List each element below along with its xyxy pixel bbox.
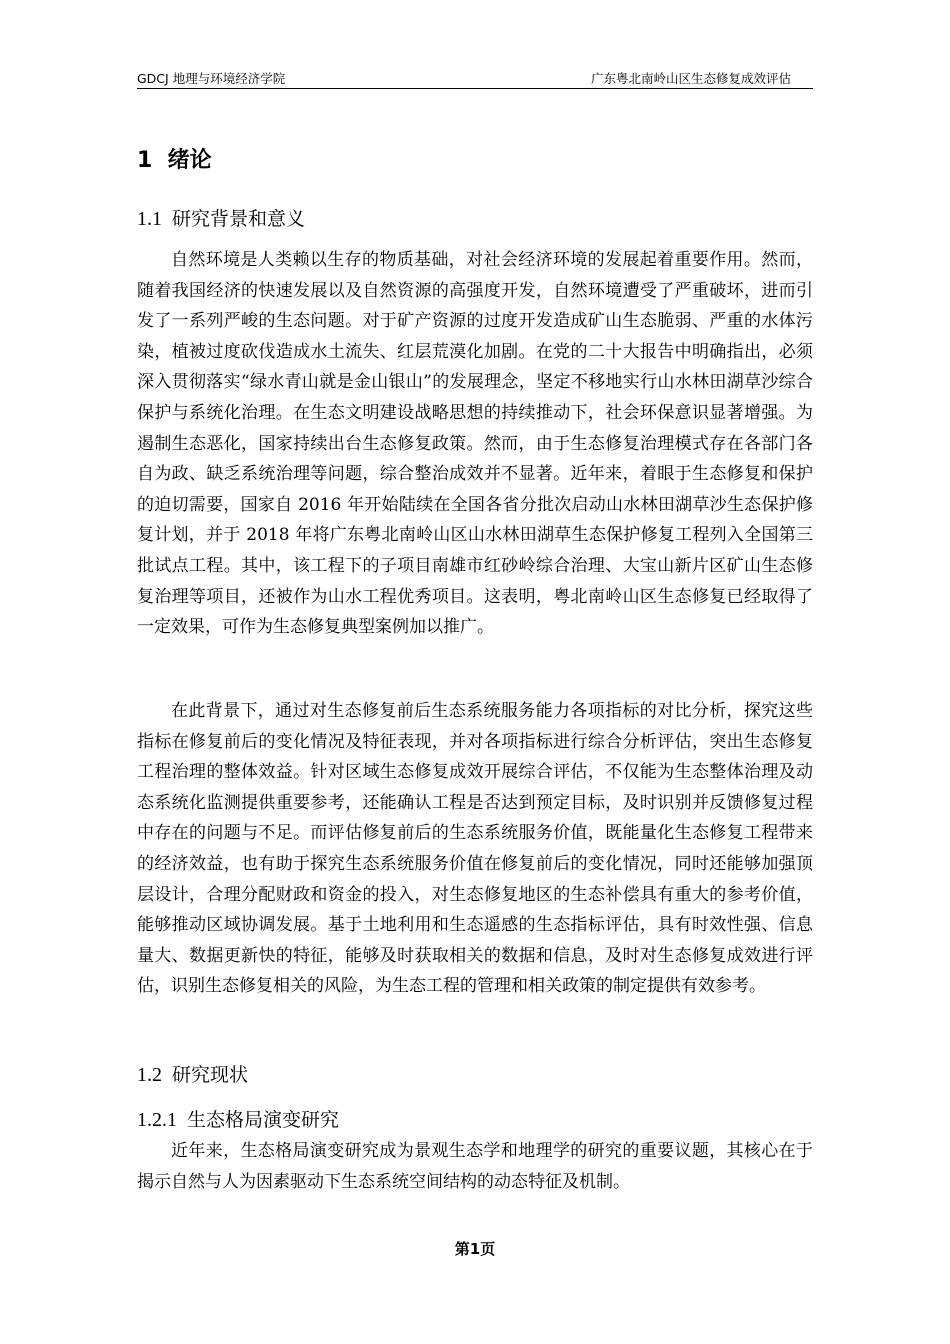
section-title: 研究现状 (172, 1064, 249, 1086)
section-heading-1-2 (137, 1060, 248, 1087)
body-paragraph: 在此背景下，通过对生态修复前后生态系统服务能力各项指标的对比分析，探究这些指标在修复前后的变化情况及特征表现，并对各项指标进行综合分析评估，突出生态修复工程治理的整体效益。针对区域生态修复成效开展综合评估，不仅能为生态整体治理及动态系统化监测提供重要参考，还能确认工程是否达到预定目标，及时识别并反馈修复过程中存在的问题与不足。而评估修复前后的生态系统服务价值，既能量化生态修复工程带来的经济效益，也有助于探究生态系统服务价值在修复前后的变化情况，同时还能够加强顶层设计，合理分配财政和资金的投入，对生态修复地区的生态补偿具有重大的参考价值，能够推动区域协调发展。基于土地利用和生态遥感的生态指标评估，具有时效性强、信息量大、数据更新快的特征，能够及时获取相关的数据和信息，及时对生态修复成效进行评估，识别生态修复相关的风险，为生态工程的管理和相关政策的制定提供有效参考。 (137, 701, 813, 997)
body-paragraph: 近年来，生态格局演变研究成为景观生态学和地理学的研究的重要议题，其核心在于揭示自然与人为因素驱动下生态系统空间结构的动态特征及机制。 (137, 1141, 813, 1192)
header-institution: GDCJ 地理与环境经济学院 (137, 71, 286, 86)
subsection-heading-1-2-1 (137, 1105, 339, 1132)
header-document-title: 广东粤北南岭山区生态修复成效评估 (590, 71, 791, 86)
body-paragraph: 自然环境是人类赖以生存的物质基础，对社会经济环境的发展起着重要作用。然而，随着我国经济的快速发展以及自然资源的高强度开发，自然环境遭受了严重破坏，进而引发了一系列严峻的生态问题。对于矿产资源的过度开发造成矿山生态脆弱、严重的水体污染，植被过度砍伐造成水土流失、红层荒漠化加剧。在党的二十大报告中明确指出，必须深入贯彻落实“绿水青山就是金山银山”的发展理念，坚定不移地实行山水林田湖草沙综合保护与系统化治理。在生态文明建设战略思想的持续推动下，社会环保意识显著增强。为遏制生态恶化，国家持续出台生态修复政策。然而，由于生态修复治理模式存在各部门各自为政、缺乏系统治理等问题，综合整治成效并不显著。近年来，着眼于生态修复和保护的迫切需要，国家自 2016 年开始陆续在全国各省分批次启动山水林田湖草沙生态保护修复计划，并于 2018 年将广东粤北南岭山区山水林田湖草生态保护修复工程列入全国第三批试点工程。其中，该工程下的子项目南雄市红砂岭综合治理、大宝山新片区矿山生态修复治理等项目，还被作为山水工程优秀项目。这表明，粤北南岭山区生态修复已经取得了一定效果，可作为生态修复典型案例加以推广。 (137, 250, 813, 638)
section-heading-1-1 (137, 204, 305, 231)
subsection-number: 1.2.1 (137, 1109, 177, 1131)
section-title: 研究背景和意义 (172, 208, 306, 230)
page-number: 第1页 (454, 1240, 496, 1258)
chapter-title: 绪论 (167, 148, 212, 173)
running-header (137, 66, 813, 89)
subsection-title: 生态格局演变研究 (187, 1109, 340, 1131)
chapter-number: 1 (137, 148, 153, 173)
chapter-heading (137, 143, 212, 174)
section-number: 1.2 (137, 1064, 162, 1086)
section-number: 1.1 (137, 208, 162, 230)
